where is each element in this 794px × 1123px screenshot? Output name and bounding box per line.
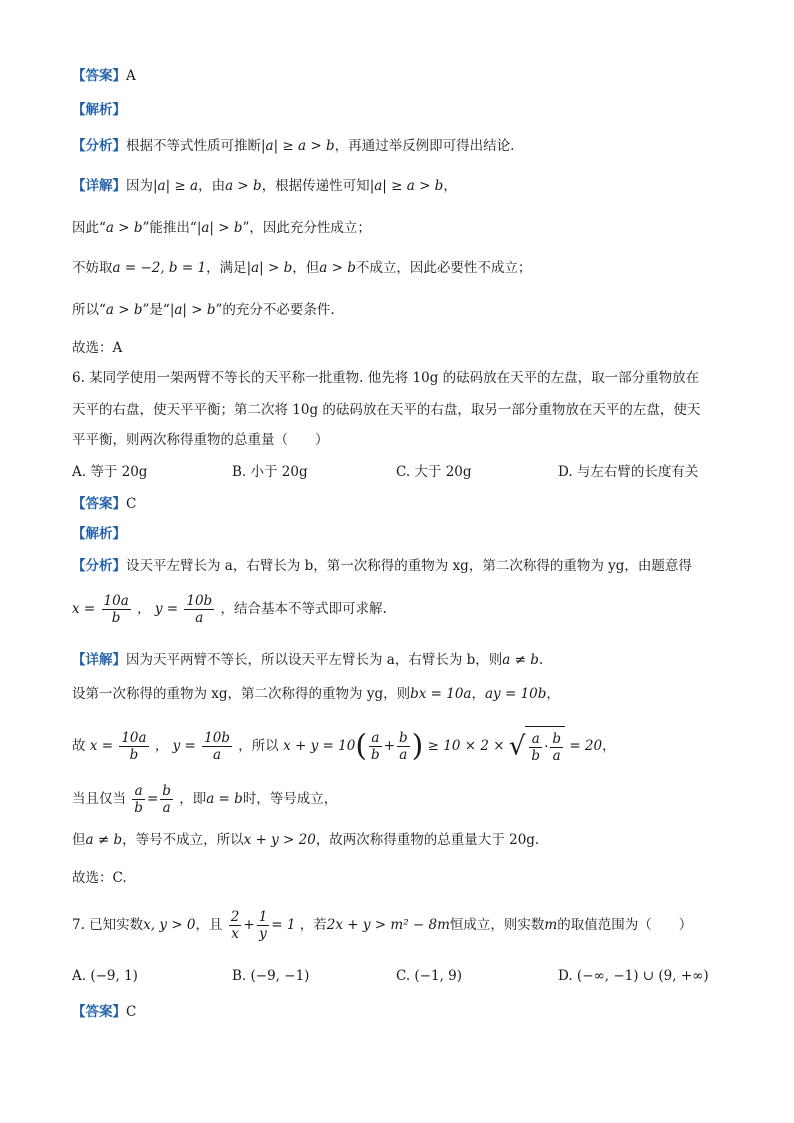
fraction: $\frac{10b}{a}$ — [204, 730, 230, 763]
q6-stem-line-2: 天平的右盘，使天平平衡；第二次将 10g 的砝码放在天平的右盘，取另一部分重物放在天平的左盘，使天 — [72, 402, 701, 418]
q5-choose-line: 故选：A — [72, 340, 123, 356]
q6-result-line: 但a ≠ b，等号不成立，所以x + y > 20，故两次称得重物的总重量大于 20g. — [72, 832, 540, 848]
q6-stem-line-3: 平平衡，则两次称得重物的总重量（ ） — [72, 432, 329, 448]
fraction: $\frac{b}{a}$ — [162, 783, 171, 816]
q5-analysis-tag: 【解析】 — [72, 102, 126, 118]
q7-option-d: D. (−∞, −1) ∪ (9, +∞) — [558, 968, 709, 984]
q7-option-a: A. (−9, 1) — [72, 968, 138, 984]
q6-fenxi-line: 【分析】设天平左臂长为 a，右臂长为 b，第一次称得的重物为 xg，第二次称得的重物为 yg，由题意得 — [72, 558, 692, 574]
fraction: $\frac{1}{y}$ — [258, 909, 268, 942]
q6-equality-condition-line: 当且仅当 $\frac{a}{b}$ = $\frac{b}{a}$ ，即a = b时，等号成立， — [72, 783, 338, 816]
q6-fenxi-formula-line: x = $\frac{10a}{b}$ ， y = $\frac{10b}{a}$ ，结合基本不等式即可求解. — [72, 593, 387, 626]
q5-necessity-line: 不妨取a = −2, b = 1，满足|a| > b，但a > b不成立，因此必要性不成立； — [72, 260, 532, 276]
q5-answer-line — [72, 66, 136, 86]
fraction: $\frac{a}{b}$ — [371, 730, 380, 763]
q5-fenxi-line: 【分析】根据不等式性质可推断|a| ≥ a > b，再通过举反例即可得出结论. — [72, 138, 515, 154]
q6-inequality-line: 故 x = $\frac{10a}{b}$ ， y = $\frac{10b}{a}$ ，所以 x + y = 10( $\frac{a}{b}$ + $\frac{b}{a}$ ) ≥ 10 × 2 × √ $\frac{a}{b}$ · $\frac{b}{a}$ = 20， — [72, 726, 616, 767]
q6-option-a: A. 等于 20g — [72, 464, 148, 480]
q6-choose-line: 故选：C. — [72, 870, 127, 886]
q6-answer-line: 【答案】C — [72, 496, 137, 512]
q6-option-b: B. 小于 20g — [232, 464, 308, 480]
q6-stem-line-1: 6. 某同学使用一架两臂不等长的天平称一批重物. 他先将 10g 的砝码放在天平的左盘，取一部分重物放在 — [72, 370, 700, 386]
q6-analysis-tag: 【解析】 — [72, 526, 126, 542]
q6-option-d: D. 与左右臂的长度有关 — [558, 464, 699, 480]
q6-option-c: C. 大于 20g — [396, 464, 472, 480]
q6-xiangjie-line: 【详解】因为天平两臂不等长，所以设天平左臂长为 a，右臂长为 b，则a ≠ b. — [72, 652, 544, 668]
q7-answer-line: 【答案】C — [72, 1004, 137, 1020]
fraction: $\frac{10a}{b}$ — [121, 730, 147, 763]
q6-setup-line: 设第一次称得的重物为 xg，第二次称得的重物为 yg，则bx = 10a，ay = 10b， — [72, 686, 560, 702]
fraction: $\frac{10b}{a}$ — [186, 593, 213, 626]
q5-conclusion-line: 所以“a > b”是“|a| > b”的充分不必要条件. — [72, 302, 335, 318]
answer-tag: 【答案】 — [72, 68, 126, 84]
fraction: $\frac{a}{b}$ — [134, 783, 143, 816]
q7-option-c: C. (−1, 9) — [396, 968, 463, 984]
fraction: $\frac{2}{x}$ — [230, 909, 240, 942]
q7-stem-line: 7. 已知实数x, y > 0，且 $\frac{2}{x}$ + $\frac{1}{y}$ = 1 ，若2x + y > m² − 8m恒成立，则实数m的取值范围为（ ） — [72, 909, 693, 942]
q5-xiangjie-line: 【详解】因为|a| ≥ a，由a > b，根据传递性可知|a| ≥ a > b， — [72, 178, 457, 194]
answer-value: A — [126, 68, 136, 84]
radicand: $\frac{a}{b}$ · $\frac{b}{a}$ — [525, 726, 565, 767]
sqrt-icon: √ — [508, 731, 526, 762]
q5-sufficiency-line: 因此“a > b”能推出“|a| > b”，因此充分性成立； — [72, 220, 371, 236]
q7-option-b: B. (−9, −1) — [232, 968, 310, 984]
fraction: $\frac{10a}{b}$ — [103, 593, 129, 626]
fraction: $\frac{b}{a}$ — [399, 730, 408, 763]
